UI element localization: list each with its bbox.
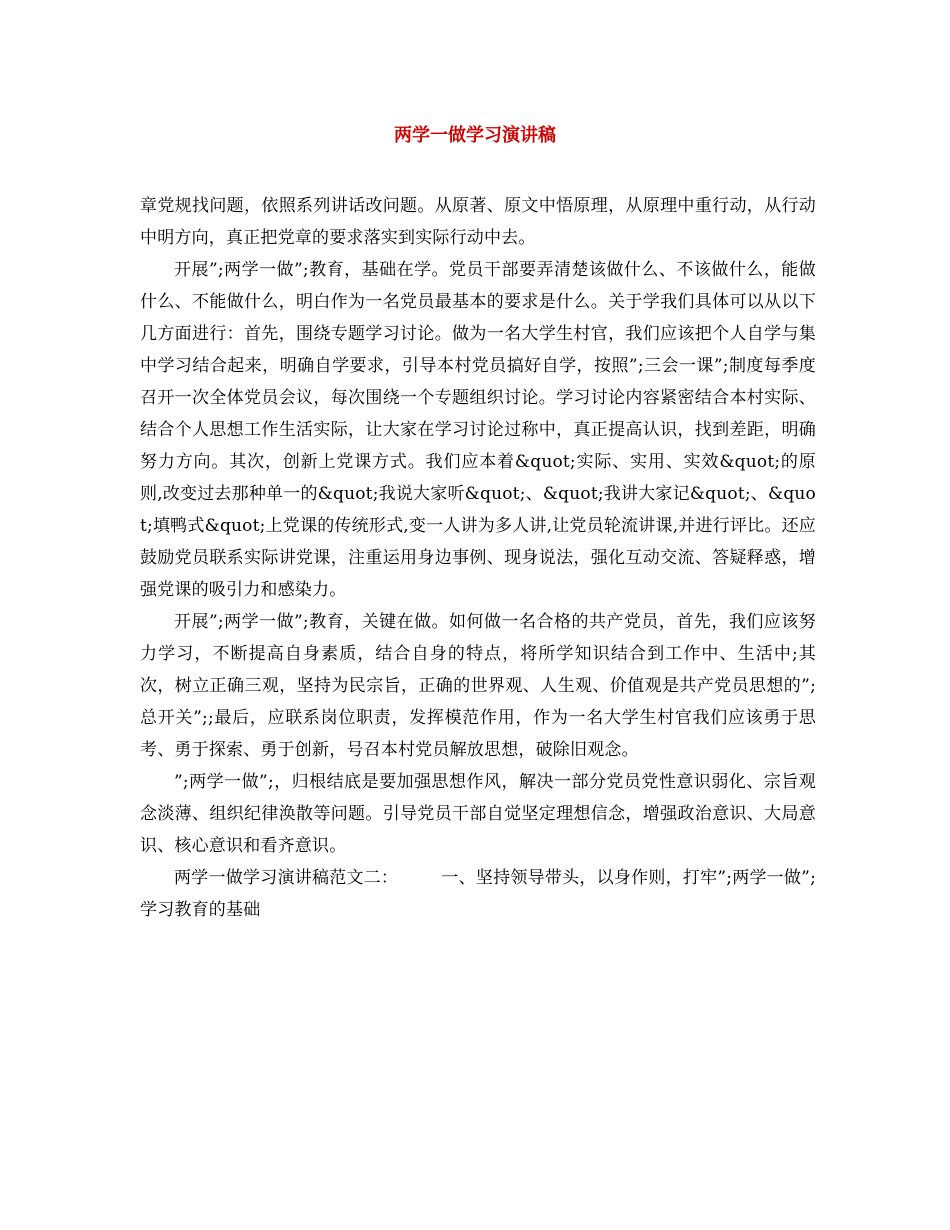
document-body (140, 190, 816, 926)
paragraph-4: ”;两学一做”;，归根结底是要加强思想作风，解决一部分党员党性意识弱化、宗旨观念淡薄、组织纪律涣散等问题。引导党员干部自觉坚定理想信念，增强政治意识、大局意识、核心意识和看齐意识。 (140, 772, 816, 856)
paragraph-3: 开展”;两学一做”;教育，关键在做。如何做一名合格的共产党员，首先，我们应该努力学习，不断提高自身素质，结合自身的特点，将所学知识结合到工作中、生活中;其次，树立正确三观，坚持为民宗旨，正确的世界观、人生观、价值观是共产党员思想的”;总开关”;;最后，应联系岗位职责，发挥模范作用，作为一名大学生村官我们应该勇于思考、勇于探索、勇于创新，号召本村党员解放思想，破除旧观念。 (140, 612, 816, 760)
paragraph-2: 开展”;两学一做”;教育，基础在学。党员干部要弄清楚该做什么、不该做什么，能做什么、不能做什么，明白作为一名党员最基本的要求是什么。关于学我们具体可以从以下几方面进行：首先，围绕专题学习讨论。做为一名大学生村官，我们应该把个人自学与集中学习结合起来，明确自学要求，引导本村党员搞好自学，按照”;三会一课”;制度每季度召开一次全体党员会议，每次围绕一个专题组织讨论。学习讨论内容紧密结合本村实际、结合个人思想工作生活实际，让大家在学习讨论过称中，真正提高认识，找到差距，明确努力方向。其次，创新上党课方式。我们应本着&quot;实际、实用、实效&quot;的原则,改变过去那种单一的&quot;我说大家听&quot;、&quot;我讲大家记&quot;、&quot;填鸭式&quot;上党课的传统形式,变一人讲为多人讲,让党员轮流讲课,并进行评比。还应鼓励党员联系实际讲党课，注重运用身边事例、现身说法，强化互动交流、答疑释惑，增强党课的吸引力和感染力。 (140, 260, 816, 600)
document-title: 两学一做学习演讲稿 (394, 125, 556, 146)
paragraph-5: 两学一做学习演讲稿范文二： 一、坚持领导带头，以身作则，打牢”;两学一做”;学习教育的基础 (140, 868, 816, 920)
paragraph-1: 章党规找问题，依照系列讲话改问题。从原著、原文中悟原理，从原理中重行动，从行动中明方向，真正把党章的要求落实到实际行动中去。 (140, 196, 816, 248)
